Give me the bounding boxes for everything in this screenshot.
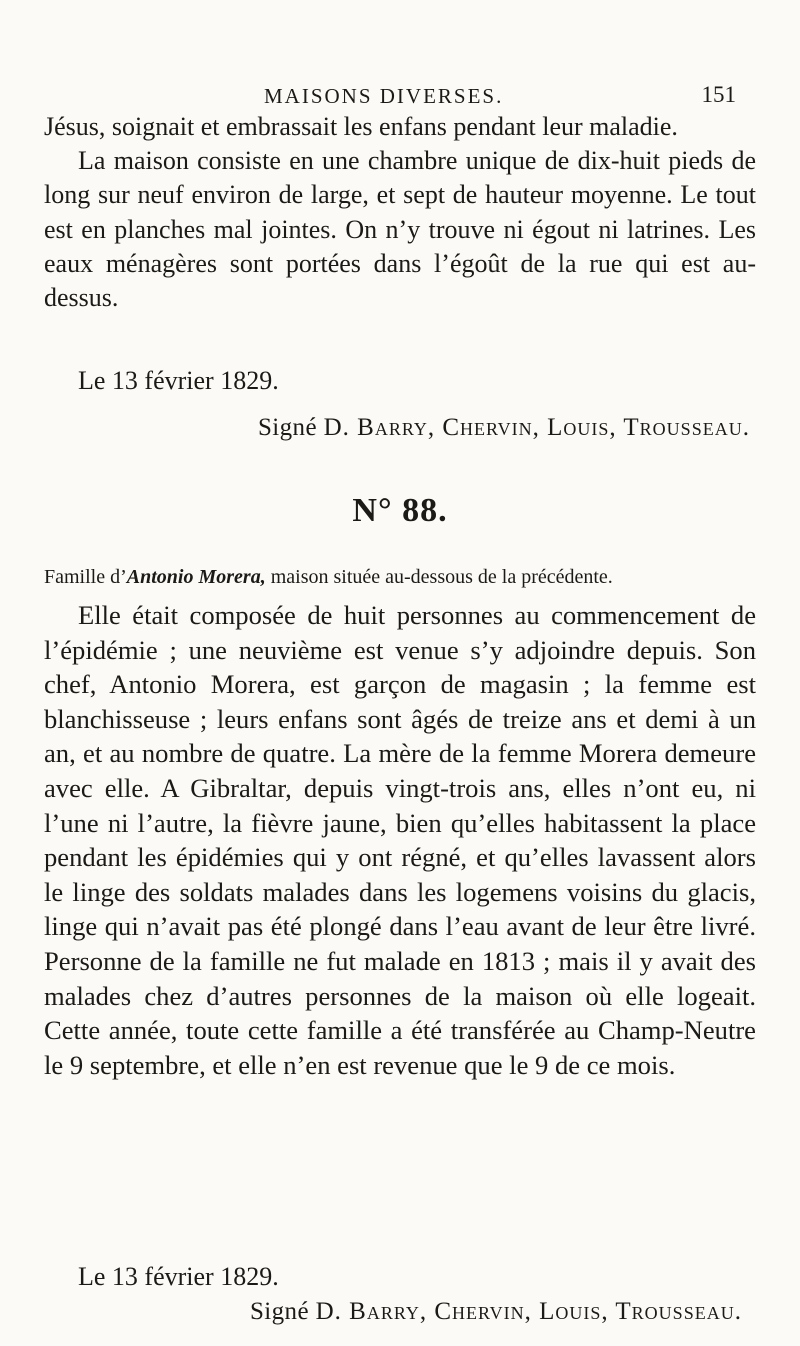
paragraph-house-description: La maison consiste en une chambre unique de dix-huit pieds de long sur neuf environ de large, et sept de hauteur moyenne. Le tout est en planches mal jointes. On n’y trouve ni égout ni latrines. Les eaux ménagères sont portées dans l’égoût de la rue qui est au-dessus.: [44, 146, 756, 313]
entry-caption: [44, 566, 613, 589]
signature-line-2: [250, 1298, 742, 1326]
caption-family-name: Antonio Morera,: [126, 566, 266, 588]
page-number: 151: [701, 82, 736, 107]
section-2-text: [44, 598, 756, 1082]
paragraph-continuation: Jésus, soignait et embrassait les enfans pendant leur maladie.: [44, 112, 678, 141]
caption-suffix: maison située au-dessous de la précédente.: [265, 566, 613, 588]
date-line-1: Le 13 février 1829.: [78, 366, 279, 395]
signed-word: Signé: [250, 1298, 309, 1325]
signed-word: Signé: [258, 414, 317, 441]
running-head: MAISONS DIVERSES.: [264, 84, 504, 108]
signatories: D. Barry, Chervin, Louis, Trousseau.: [315, 1298, 742, 1325]
date-line-2: Le 13 février 1829.: [78, 1262, 279, 1291]
signature-line-1: [258, 414, 750, 442]
signatories: D. Barry, Chervin, Louis, Trousseau.: [323, 414, 750, 441]
section-1-text: [44, 110, 756, 315]
paragraph-family-description: Elle était composée de huit personnes au commencement de l’épidémie ; une neuvième est venue s’y adjoindre depuis. Son chef, Antonio Morera, est garçon de magasin ; la femme est blanchisseuse ; leurs enfans sont âgés de treize ans et demi à un an, et au nombre de quatre. La mère de la femme Morera demeure avec elle. A Gibraltar, depuis vingt-trois ans, elles n’ont eu, ni l’une ni l’autre, la fièvre jaune, bien qu’elles habitassent la place pendant les épidémies qui y ont régné, et qu’elles lavassent alors le linge des soldats malades dans les logemens voisins du glacis, linge qui n’avait pas été plongé dans l’eau avant de leur être livré. Personne de la famille ne fut malade en 1813 ; mais il y avait des malades chez d’autres personnes de la maison où elle logeait. Cette année, toute cette famille a été transférée au Champ-Neutre le 9 septembre, et elle n’en est revenue que le 9 de ce mois.: [44, 600, 756, 1080]
caption-prefix: Famille d’: [44, 566, 127, 588]
entry-number: N° 88.: [352, 492, 448, 529]
